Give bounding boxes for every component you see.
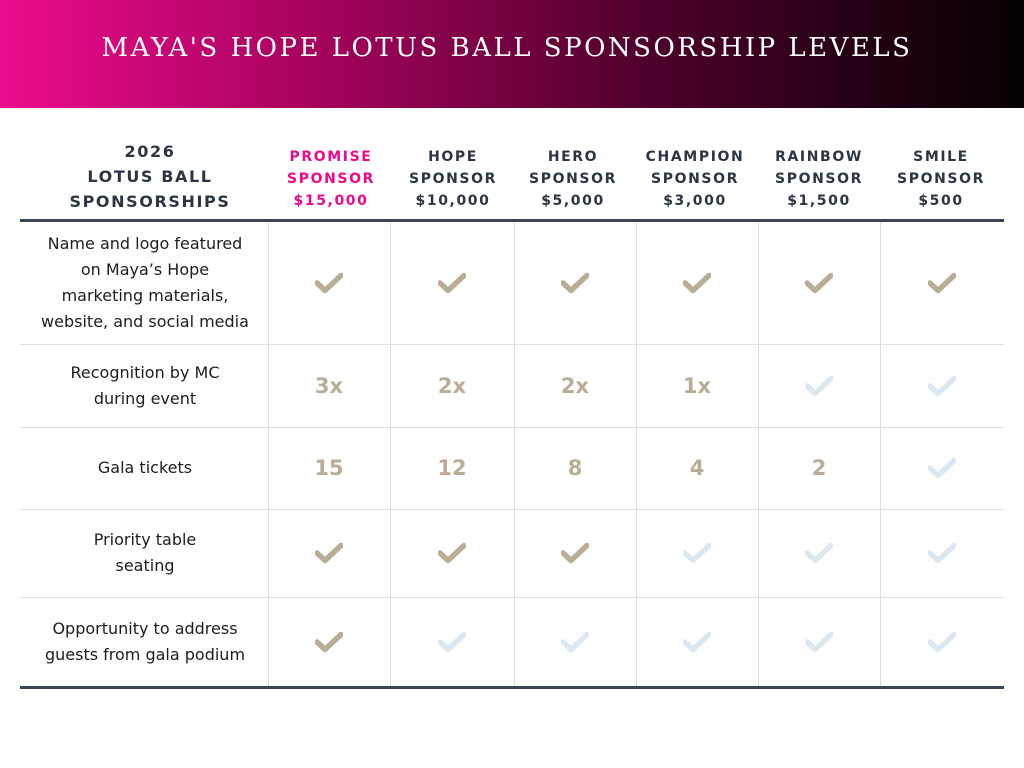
benefit-line: seating xyxy=(115,556,175,575)
level-price: $3,000 xyxy=(663,193,727,209)
check-icon-muted xyxy=(928,457,956,479)
level-name: SPONSOR xyxy=(287,171,375,187)
benefit-cell xyxy=(636,597,758,686)
check-icon-muted xyxy=(805,542,833,564)
check-icon xyxy=(561,542,589,564)
benefit-cell xyxy=(880,509,1004,597)
benefit-cell xyxy=(636,222,758,344)
benefit-value: 15 xyxy=(314,456,344,480)
level-header xyxy=(511,146,635,212)
benefit-value: 2x xyxy=(560,373,590,398)
level-name: SMILE xyxy=(913,149,969,165)
benefit-cell xyxy=(880,597,1004,686)
level-name: CHAMPION xyxy=(645,149,745,165)
benefit-cell xyxy=(514,597,636,686)
benefit-value: 2x xyxy=(437,373,467,398)
benefit-line: on Maya’s Hope xyxy=(80,260,210,279)
benefit-cell xyxy=(268,222,390,344)
check-icon xyxy=(315,272,343,294)
benefit-line: Priority table xyxy=(93,530,197,549)
benefit-value: 4 xyxy=(689,456,705,480)
benefit-cell xyxy=(390,344,514,427)
check-icon-muted xyxy=(438,631,466,653)
check-icon xyxy=(438,542,466,564)
level-price: $5,000 xyxy=(541,193,605,209)
level-header xyxy=(633,146,757,212)
level-name: SPONSOR xyxy=(651,171,739,187)
check-icon-muted xyxy=(928,542,956,564)
check-icon xyxy=(315,542,343,564)
level-price: $1,500 xyxy=(787,193,851,209)
benefit-value: 3x xyxy=(314,373,344,398)
level-name: HERO xyxy=(547,149,599,165)
benefit-cell xyxy=(758,344,880,427)
benefit-value: 2 xyxy=(811,456,827,480)
benefit-cell xyxy=(514,427,636,509)
benefit-cell xyxy=(758,427,880,509)
check-icon-muted xyxy=(683,542,711,564)
benefit-cell xyxy=(514,344,636,427)
check-icon-muted xyxy=(928,375,956,397)
benefit-cell xyxy=(758,597,880,686)
benefit-text xyxy=(45,616,245,668)
benefit-text xyxy=(71,360,220,412)
benefit-line: Recognition by MC xyxy=(70,362,220,382)
check-icon xyxy=(928,272,956,294)
benefit-line: Gala tickets xyxy=(97,458,193,477)
benefit-text xyxy=(94,527,197,579)
table-heading-event: LOTUS BALL xyxy=(87,167,213,186)
level-name: PROMISE xyxy=(289,149,373,165)
level-name: SPONSOR xyxy=(897,171,985,187)
benefit-label xyxy=(22,509,268,597)
level-name: SPONSOR xyxy=(529,171,617,187)
benefit-cell xyxy=(390,597,514,686)
benefit-value: 12 xyxy=(437,456,467,480)
benefit-cell xyxy=(758,222,880,344)
check-icon-muted xyxy=(561,631,589,653)
level-header xyxy=(391,146,515,212)
check-icon xyxy=(805,272,833,294)
check-icon-muted xyxy=(683,631,711,653)
benefit-cell xyxy=(636,427,758,509)
benefit-cell xyxy=(268,597,390,686)
benefit-cell xyxy=(880,344,1004,427)
benefit-label xyxy=(22,344,268,427)
level-header xyxy=(879,146,1003,212)
level-price: $15,000 xyxy=(293,193,369,209)
benefit-line: during event xyxy=(93,388,197,408)
benefit-cell xyxy=(880,222,1004,344)
benefit-cell xyxy=(268,427,390,509)
check-icon xyxy=(438,272,466,294)
check-icon-muted xyxy=(805,631,833,653)
level-header xyxy=(757,146,881,212)
level-header xyxy=(269,146,393,212)
table-bottom-rule xyxy=(20,686,1004,689)
benefit-line: Name and logo featured xyxy=(47,234,243,253)
benefit-cell xyxy=(268,509,390,597)
level-name: HOPE xyxy=(428,149,478,165)
benefit-line: guests from gala podium xyxy=(44,644,246,664)
benefit-label xyxy=(22,222,268,344)
benefit-text xyxy=(98,455,192,481)
check-icon-muted xyxy=(805,375,833,397)
check-icon-muted xyxy=(928,631,956,653)
level-name: SPONSOR xyxy=(409,171,497,187)
benefit-cell xyxy=(758,509,880,597)
check-icon xyxy=(315,631,343,653)
check-icon xyxy=(561,272,589,294)
benefit-label xyxy=(22,427,268,509)
benefit-label xyxy=(22,597,268,686)
title-banner xyxy=(0,0,1024,108)
level-name: RAINBOW xyxy=(775,149,863,165)
benefit-cell xyxy=(514,509,636,597)
benefit-line: marketing materials, xyxy=(61,286,229,305)
benefit-cell xyxy=(390,222,514,344)
benefit-cell xyxy=(390,427,514,509)
benefit-cell xyxy=(636,344,758,427)
benefit-cell xyxy=(880,427,1004,509)
benefit-line: website, and social media xyxy=(41,312,249,331)
check-icon xyxy=(683,272,711,294)
benefit-text xyxy=(41,231,249,335)
level-price: $500 xyxy=(918,193,964,209)
benefit-cell xyxy=(514,222,636,344)
benefit-value: 1x xyxy=(682,373,712,398)
benefit-cell xyxy=(390,509,514,597)
benefit-line: Opportunity to address xyxy=(52,618,238,638)
benefit-cell xyxy=(636,509,758,597)
level-price: $10,000 xyxy=(415,193,491,209)
benefit-cell xyxy=(268,344,390,427)
benefit-value: 8 xyxy=(567,456,583,480)
page-title: MAYA'S HOPE LOTUS BALL SPONSORSHIP LEVELS xyxy=(101,33,913,63)
level-name: SPONSOR xyxy=(775,171,863,187)
table-heading-year: 2026 xyxy=(124,142,176,161)
table-heading-label: SPONSORSHIPS xyxy=(69,192,231,211)
table-heading xyxy=(30,139,270,214)
